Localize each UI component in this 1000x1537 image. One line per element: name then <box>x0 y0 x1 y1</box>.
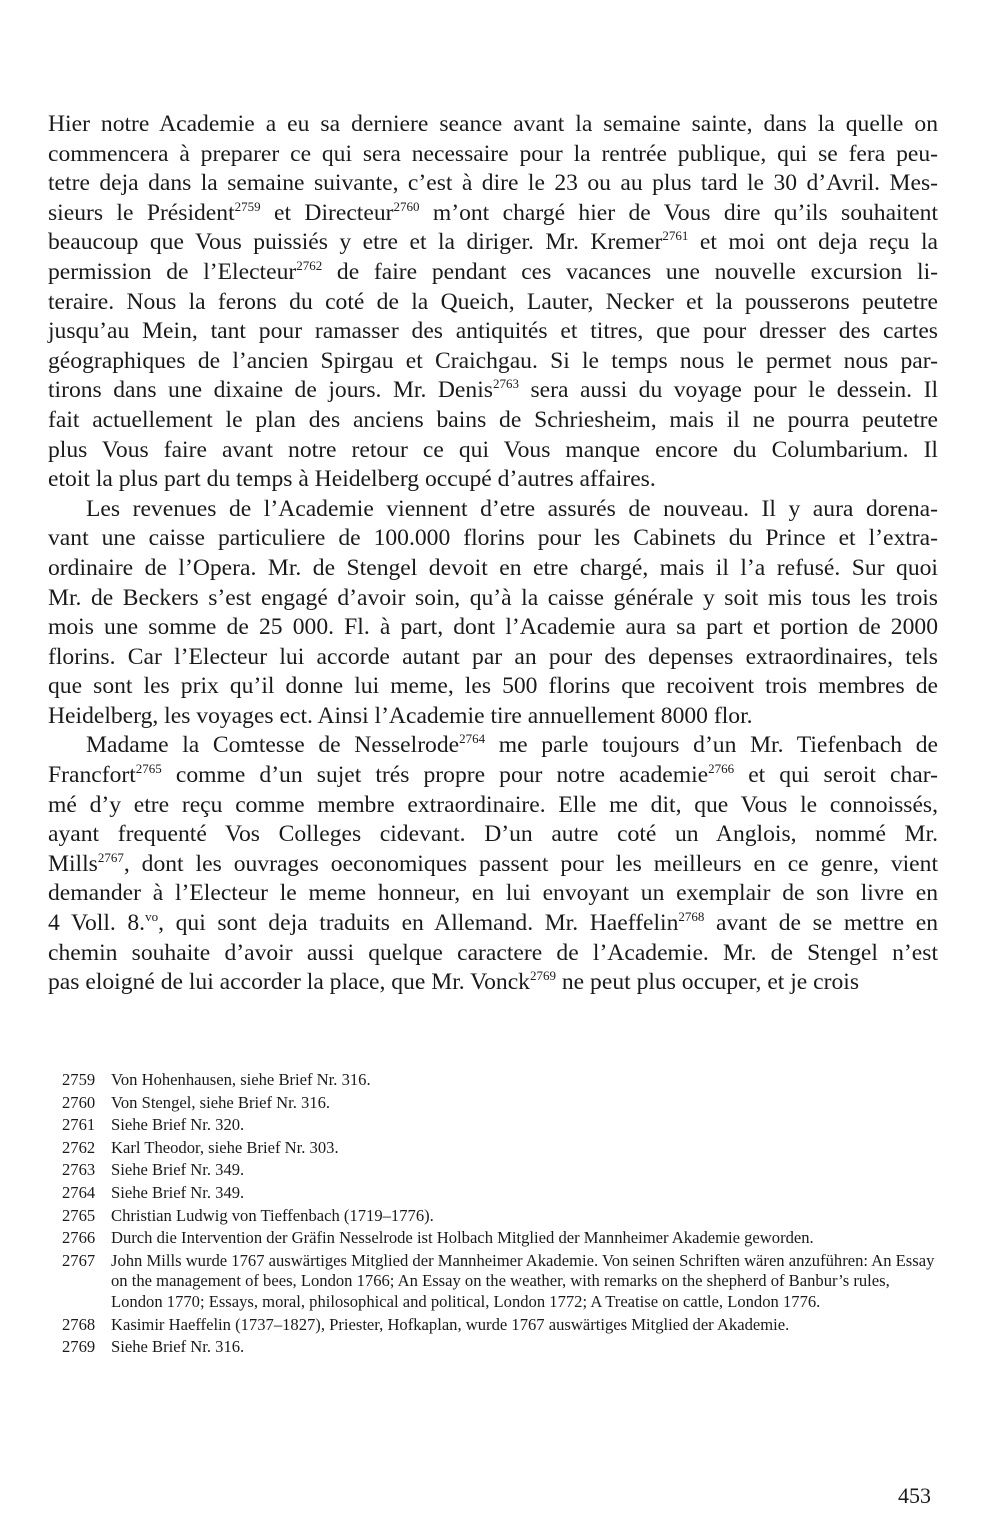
text-segment: plus Vous faire avant notre retour ce qui Vous manque encore du Columbarium. Il <box>48 436 938 463</box>
text-line <box>48 613 938 643</box>
text-segment: 4 Voll. 8. <box>48 910 146 937</box>
text-line <box>48 376 938 406</box>
footnote-text: Siehe Brief Nr. 349. <box>111 1182 245 1202</box>
text-segment: m’ont chargé hier de Vous dire qu’ils souhaitent <box>419 199 938 226</box>
footnote-number: 2765 <box>62 1205 96 1225</box>
footnote-text: Karl Theodor, siehe Brief Nr. 303. <box>111 1137 339 1157</box>
text-line <box>48 850 938 880</box>
footnote-marker: 2759 <box>234 198 261 214</box>
text-segment: , qui sont deja traduits en Allemand. Mr. Haeffelin <box>158 910 679 937</box>
text-segment: ne peut plus occuper, et je crois <box>555 969 860 996</box>
text-line <box>48 731 938 761</box>
text-segment: Mills <box>48 850 98 877</box>
footnote-text: Von Stengel, siehe Brief Nr. 316. <box>111 1092 331 1112</box>
text-segment: Hier notre Academie a eu sa derniere seance avant la semaine sainte, dans la quelle on <box>48 111 938 137</box>
text-line <box>48 968 938 998</box>
footnote <box>62 1160 942 1181</box>
footnote-text: Siehe Brief Nr. 349. <box>111 1160 245 1180</box>
text-line <box>48 495 938 525</box>
text-line <box>48 169 938 199</box>
text-segment: vant une caisse particuliere de 100.000 florins pour les Cabinets du Prince et l’extra- <box>48 525 938 552</box>
text-line <box>48 672 938 702</box>
footnote <box>62 1337 942 1358</box>
text-line <box>48 288 938 318</box>
footnote <box>62 1115 942 1136</box>
text-line <box>48 643 938 673</box>
text-segment: , dont les ouvrages oeconomiques passent pour les meilleurs en ce genre, vient <box>123 850 938 877</box>
footnote-number: 2762 <box>62 1137 96 1157</box>
footnote-text: Kasimir Haeffelin (1737–1827), Priester, Hofkaplan, wurde 1767 auswärtiges Mitglied der Akademie. <box>111 1314 790 1334</box>
text-line <box>48 436 938 466</box>
footnote <box>62 1093 942 1114</box>
footnote-marker: vo <box>145 909 159 925</box>
text-line <box>48 939 938 969</box>
text-segment: Mr. de Beckers s’est engagé d’avoir soin, qu’à la caisse générale y soit mis tous les trois <box>48 584 938 611</box>
footnote-number: 2767 <box>62 1250 96 1270</box>
text-segment: Francfort <box>48 762 136 789</box>
text-segment: permission de l’Electeur <box>48 258 297 285</box>
footnote-number: 2763 <box>62 1160 96 1180</box>
text-segment: jusqu’au Mein, tant pour ramasser des antiquités et titres, que pour dresser des cartes <box>48 318 938 345</box>
text-line <box>48 406 938 436</box>
page-number: 453 <box>898 1483 931 1508</box>
footnote-number: 2759 <box>62 1070 96 1089</box>
footnote <box>62 1251 942 1313</box>
footnote-number: 2768 <box>62 1314 96 1334</box>
text-segment: teraire. Nous la ferons du coté de la Queich, Lauter, Necker et la pousserons peutetre <box>48 288 938 315</box>
footnote-marker: 2767 <box>97 849 124 865</box>
footnote-number: 2760 <box>62 1092 96 1112</box>
footnote-number: 2769 <box>62 1337 96 1357</box>
text-line <box>48 791 938 821</box>
text-segment: etoit la plus part du temps à Heidelberg occupé d’autres affaires. <box>48 466 656 493</box>
text-segment: florins. Car l’Electeur lui accorde autant par an pour des depenses extraordinaires, tels <box>48 643 938 670</box>
footnote-marker: 2761 <box>662 228 689 244</box>
text-line <box>48 879 938 909</box>
text-line <box>48 761 938 791</box>
text-segment: et Directeur <box>260 199 394 226</box>
text-segment: géographiques de l’ancien Spirgau et Craichgau. Si le temps nous le permet nous par- <box>48 347 938 374</box>
text-line <box>48 199 938 229</box>
text-segment: mé d’y etre reçu comme membre extraordinaire. Elle me dit, que Vous le connoissés, <box>48 791 938 818</box>
footnote-marker: 2765 <box>135 761 162 777</box>
text-line <box>48 228 938 258</box>
text-line <box>48 584 938 614</box>
text-segment: Madame la Comtesse de Nesselrode <box>86 732 460 759</box>
footnote-text: Siehe Brief Nr. 320. <box>111 1115 245 1135</box>
footnote <box>62 1138 942 1159</box>
text-segment: de faire pendant ces vacances une nouvelle excursion li- <box>322 258 938 285</box>
footnote <box>62 1070 942 1091</box>
text-segment: ordinaire de l’Opera. Mr. de Stengel devoit en etre chargé, mais il l’a refusé. Sur quoi <box>48 554 938 581</box>
footnote-marker: 2769 <box>529 968 556 984</box>
footnote-marker: 2763 <box>492 376 519 392</box>
footnote-number: 2764 <box>62 1182 96 1202</box>
text-segment: comme d’un sujet trés propre pour notre academie <box>161 762 709 789</box>
footnote-marker: 2762 <box>296 257 323 273</box>
text-segment: sieurs le Président <box>48 199 235 226</box>
footnote-number: 2761 <box>62 1115 96 1135</box>
footnote-marker: 2768 <box>678 909 705 925</box>
text-segment: Heidelberg, les voyages ect. Ainsi l’Academie tire annuellement 8000 flor. <box>48 702 753 729</box>
text-segment: sera aussi du voyage pour le dessein. Il <box>518 377 938 404</box>
footnote-text: Christian Ludwig von Tieffenbach (1719–1776). <box>111 1205 434 1225</box>
text-line <box>48 820 938 850</box>
main-text <box>48 110 938 998</box>
footnote-marker: 2760 <box>393 198 420 214</box>
footnotes <box>62 1070 942 1360</box>
text-segment: beaucoup que Vous puissiés y etre et la diriger. Mr. Kremer <box>48 229 663 256</box>
text-segment: que sont les prix qu’il donne lui meme, les 500 florins que recoivent trois membres de <box>48 673 938 700</box>
text-line <box>48 110 938 140</box>
text-segment: avant de se mettre en <box>704 910 938 937</box>
paragraph <box>48 495 938 732</box>
text-segment: et moi ont deja reçu la <box>688 229 938 256</box>
text-line <box>48 702 938 732</box>
text-line <box>48 317 938 347</box>
footnote-number: 2766 <box>62 1228 96 1248</box>
footnote-text: Durch die Intervention der Gräfin Nesselrode ist Holbach Mitglied der Mannheimer Akademie geworden. <box>111 1228 814 1248</box>
text-segment: Les revenues de l’Academie viennent d’etre assurés de nouveau. Il y aura dorena- <box>86 495 938 522</box>
footnote-text: Siehe Brief Nr. 316. <box>111 1337 245 1357</box>
text-segment: mois une somme de 25 000. Fl. à part, dont l’Academie aura sa part et portion de 2000 <box>48 614 938 641</box>
paragraph <box>48 110 938 495</box>
text-line <box>48 347 938 377</box>
text-line <box>48 554 938 584</box>
text-line <box>48 465 938 495</box>
text-line <box>48 909 938 939</box>
footnote-marker: 2764 <box>459 731 486 747</box>
footnote <box>62 1228 942 1249</box>
text-segment: pas eloigné de lui accorder la place, que Mr. Vonck <box>48 969 530 996</box>
text-line <box>48 524 938 554</box>
footnote-text: Von Hohenhausen, siehe Brief Nr. 316. <box>111 1070 371 1089</box>
text-segment: chemin souhaite d’avoir aussi quelque caractere de l’Academie. Mr. de Stengel n’est <box>48 939 938 966</box>
text-segment: commencera à preparer ce qui sera necessaire pour la rentrée publique, qui se fera peu- <box>48 140 938 167</box>
text-segment: tetre deja dans la semaine suivante, c’est à dire le 23 ou au plus tard le 30 d’Avril. Mes- <box>48 170 938 197</box>
text-segment: et qui seroit char- <box>734 762 938 789</box>
paragraph <box>48 731 938 997</box>
footnote <box>62 1206 942 1227</box>
footnote-text: John Mills wurde 1767 auswärtiges Mitglied der Mannheimer Akademie. Von seinen Schriften wären anzuführen: An Essay on the management of bees, London 1766; An Essay on the weather, with remarks on the shepherd of Banbur’s rules, London 1770; Essays, moral, philosophical and political, London 1772; A Treatise on cattle, London 1776. <box>111 1250 935 1311</box>
text-segment: me parle toujours d’un Mr. Tiefenbach de <box>485 732 938 759</box>
text-segment: fait actuellement le plan des anciens bains de Schriesheim, mais il ne pourra peutetre <box>48 406 938 433</box>
text-segment: demander à l’Electeur le meme honneur, en lui envoyant un exemplair de son livre en <box>48 880 938 907</box>
footnote-marker: 2766 <box>708 761 735 777</box>
text-line <box>48 140 938 170</box>
footnote <box>62 1183 942 1204</box>
text-segment: tirons dans une dixaine de jours. Mr. Denis <box>48 377 493 404</box>
footnote <box>62 1315 942 1336</box>
text-line <box>48 258 938 288</box>
text-segment: ayant frequenté Vos Colleges cidevant. D’un autre coté un Anglois, nommé Mr. <box>48 821 938 848</box>
